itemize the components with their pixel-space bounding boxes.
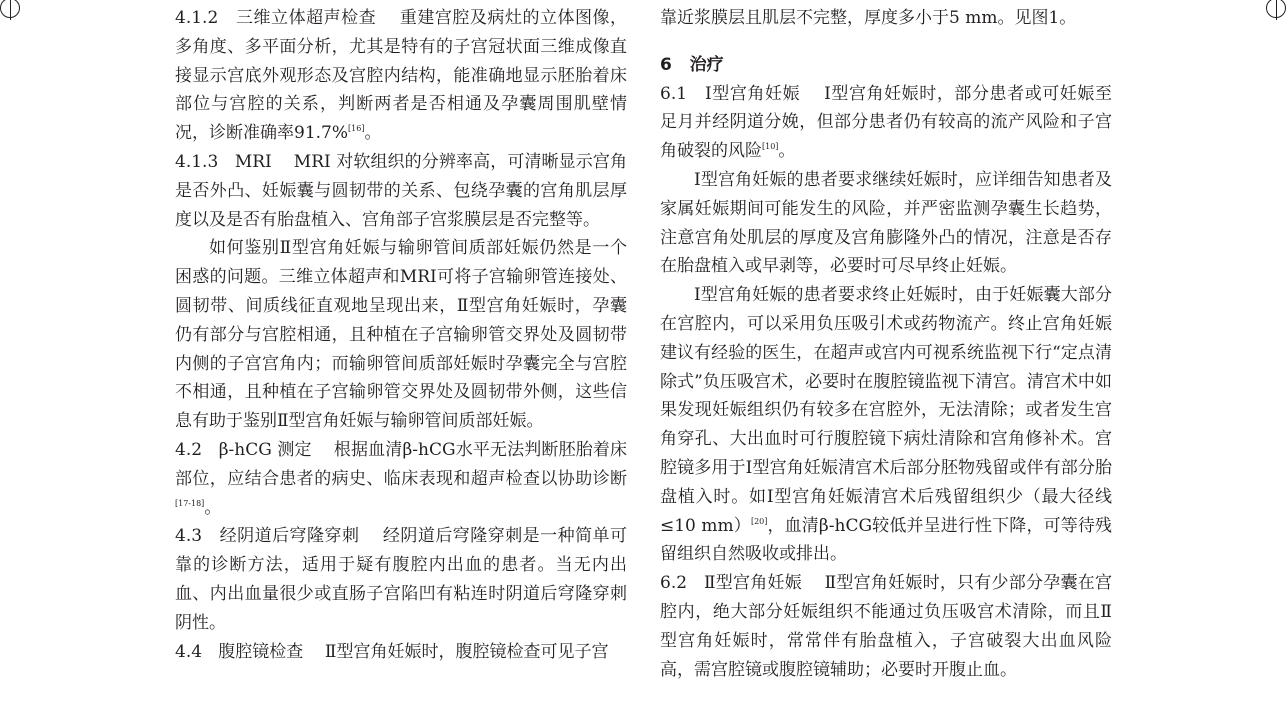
continued-text: 靠近浆膜层且肌层不完整，厚度多小于5 mm。见图1。: [660, 8, 1077, 28]
section-body: 经阴道后穹隆穿刺是一种简单可靠的诊断方法，适用于疑有腹腔内出血的患者。当无内出血、内出血量很少或直肠子宫陷凹有粘连时阴道后穹隆穿刺阴性。: [175, 526, 628, 633]
paragraph-terminate-pregnancy: Ⅰ型宫角妊娠的患者要求终止妊娠时，由于妊娠囊大部分在宫腔内，可以采用负压吸引术或药物流产。终止宫角妊娠建议有经验的医生，在超声或宫内可视系统监视下行“定点清除式”负压吸宫术，必要时在腹腔镜监视下清宫。清宫术中如果发现妊娠组织仍有较多在宫腔外，无法清除；或者发生宫角穿孔、大出血时可行腹腔镜下病灶清除和宫角修补术。宫腔镜多用于Ⅰ型宫角妊娠清宫术后部分胚物残留或伴有部分胎盘植入时。如Ⅰ型宫角妊娠清宫术后残留组织少（最大径线≤10 mm）[20]，血清β-hCG较低并呈进行性下降，可等待残留组织自然吸收或排出。: [660, 285, 1113, 565]
section-4-1-2: 4.1.2 三维立体超声检查 重建宫腔及病灶的立体图像，多角度、多平面分析，尤其是特有的子宫冠状面三维成像直接显示宫底外观形态及宫腔内结构，能准确地显示胚胎着床部位与宫腔的关系，判断两者是否相通及孕囊周围肌壁情况，诊断准确率91.7%[16]。: [175, 8, 628, 144]
section-number: 4.1.3: [175, 151, 219, 172]
section-6-1: 6.1 Ⅰ型宫角妊娠 Ⅰ型宫角妊娠时，部分患者或可妊娠至足月并经阴道分娩，但部分患者仍有较高的流产风险和子宫角破裂的风险[10]。: [660, 83, 1112, 162]
section-4-1-3: [175, 148, 627, 234]
section-body: Ⅱ型宫角妊娠时，腹腔镜检查可见子宫: [324, 641, 609, 662]
section-heading: MRI: [234, 151, 272, 172]
paragraph-continue-pregnancy: Ⅰ型宫角妊娠的患者要求继续妊娠时，应详细告知患者及家属妊娠期间可能发生的风险，并严密监测孕囊生长趋势，注意宫角处肌层的厚度及宫角膨隆外凸的情况，注意是否存在胎盘植入或早剥等，必要时可尽早终止妊娠。: [660, 169, 1112, 277]
section-heading: β-hCG 测定: [218, 439, 312, 460]
right-column: [660, 4, 1112, 684]
section-number: 6.1: [660, 83, 688, 104]
section-number: 4.2: [175, 439, 203, 460]
section-heading: 腹腔镜检查: [218, 641, 304, 662]
section-4-4: [175, 638, 627, 667]
section-body: Ⅰ型宫角妊娠时，部分患者或可妊娠至足月并经阴道分娩，但部分患者仍有较高的流产风险和子宫角破裂的风险: [660, 83, 1112, 162]
left-column: [175, 4, 627, 666]
section-4-2: 4.2 β-hCG 测定 根据血清β-hCG水平无法判断胚胎着床部位，应结合患者的病史、临床表现和超声检查以协助诊断[17-18]。: [175, 439, 627, 518]
section-body: Ⅱ型宫角妊娠时，只有少部分孕囊在宫腔内，绝大部分妊娠组织不能通过负压吸宫术清除，而且Ⅱ型宫角妊娠时，常常伴有胎盘植入，子宫破裂大出血风险高，需宫腔镜或腹腔镜辅助；必要时开腹止血。: [660, 573, 1112, 680]
section-heading: Ⅱ型宫角妊娠: [703, 573, 802, 594]
section-body: MRI 对软组织的分辨率高，可清晰显示宫角是否外凸、妊娠囊与圆韧带的关系、包绕孕囊的宫角肌层厚度以及是否有胎盘植入、宫角部子宫浆膜层是否完整等。: [175, 151, 627, 230]
citation: [17-18]: [175, 498, 205, 508]
section-body: 根据血清β-hCG水平无法判断胚胎着床部位，应结合患者的病史、临床表现和超声检查以协助诊断: [175, 439, 627, 489]
section-number: 4.4: [175, 641, 203, 662]
section-6-heading: [660, 51, 1112, 80]
citation: [20]: [750, 516, 768, 526]
section-number: 4.1.2: [175, 8, 219, 28]
section-number: 6.2: [660, 573, 688, 594]
paragraph-identification: 如何鉴别Ⅱ型宫角妊娠与输卵管间质部妊娠仍然是一个困惑的问题。三维立体超声和MRI可将子宫输卵管连接处、圆韧带、间质线征直观地呈现出来，Ⅱ型宫角妊娠时，孕囊仍有部分与宫腔相通，且种植在子宫输卵管交界处及圆韧带内侧的子宫宫角内；而输卵管间质部妊娠时孕囊完全与宫腔不相通，且种植在子宫输卵管交界处及圆韧带外侧，这些信息有助于鉴别Ⅱ型宫角妊娠与输卵管间质部妊娠。: [175, 238, 627, 432]
section-title: 治疗: [689, 54, 724, 75]
section-body: 重建宫腔及病灶的立体图像，多角度、多平面分析，尤其是特有的子宫冠状面三维成像直接显示宫底外观形态及宫腔内结构，能准确地显示胚胎着床部位与宫腔的关系，判断两者是否相通及孕囊周围肌壁情况，诊断准确率91.7%: [175, 8, 628, 144]
section-4-3: [175, 522, 627, 637]
section-heading: 经阴道后穹隆穿刺: [219, 526, 360, 547]
citation: [16]: [348, 124, 365, 134]
section-number: 6: [660, 54, 672, 75]
section-number: 4.3: [175, 526, 203, 547]
citation: [10]: [762, 142, 779, 152]
section-6-2: [660, 569, 1112, 684]
section-heading: 三维立体超声检查: [236, 8, 377, 28]
section-heading: Ⅰ型宫角妊娠: [704, 83, 801, 104]
